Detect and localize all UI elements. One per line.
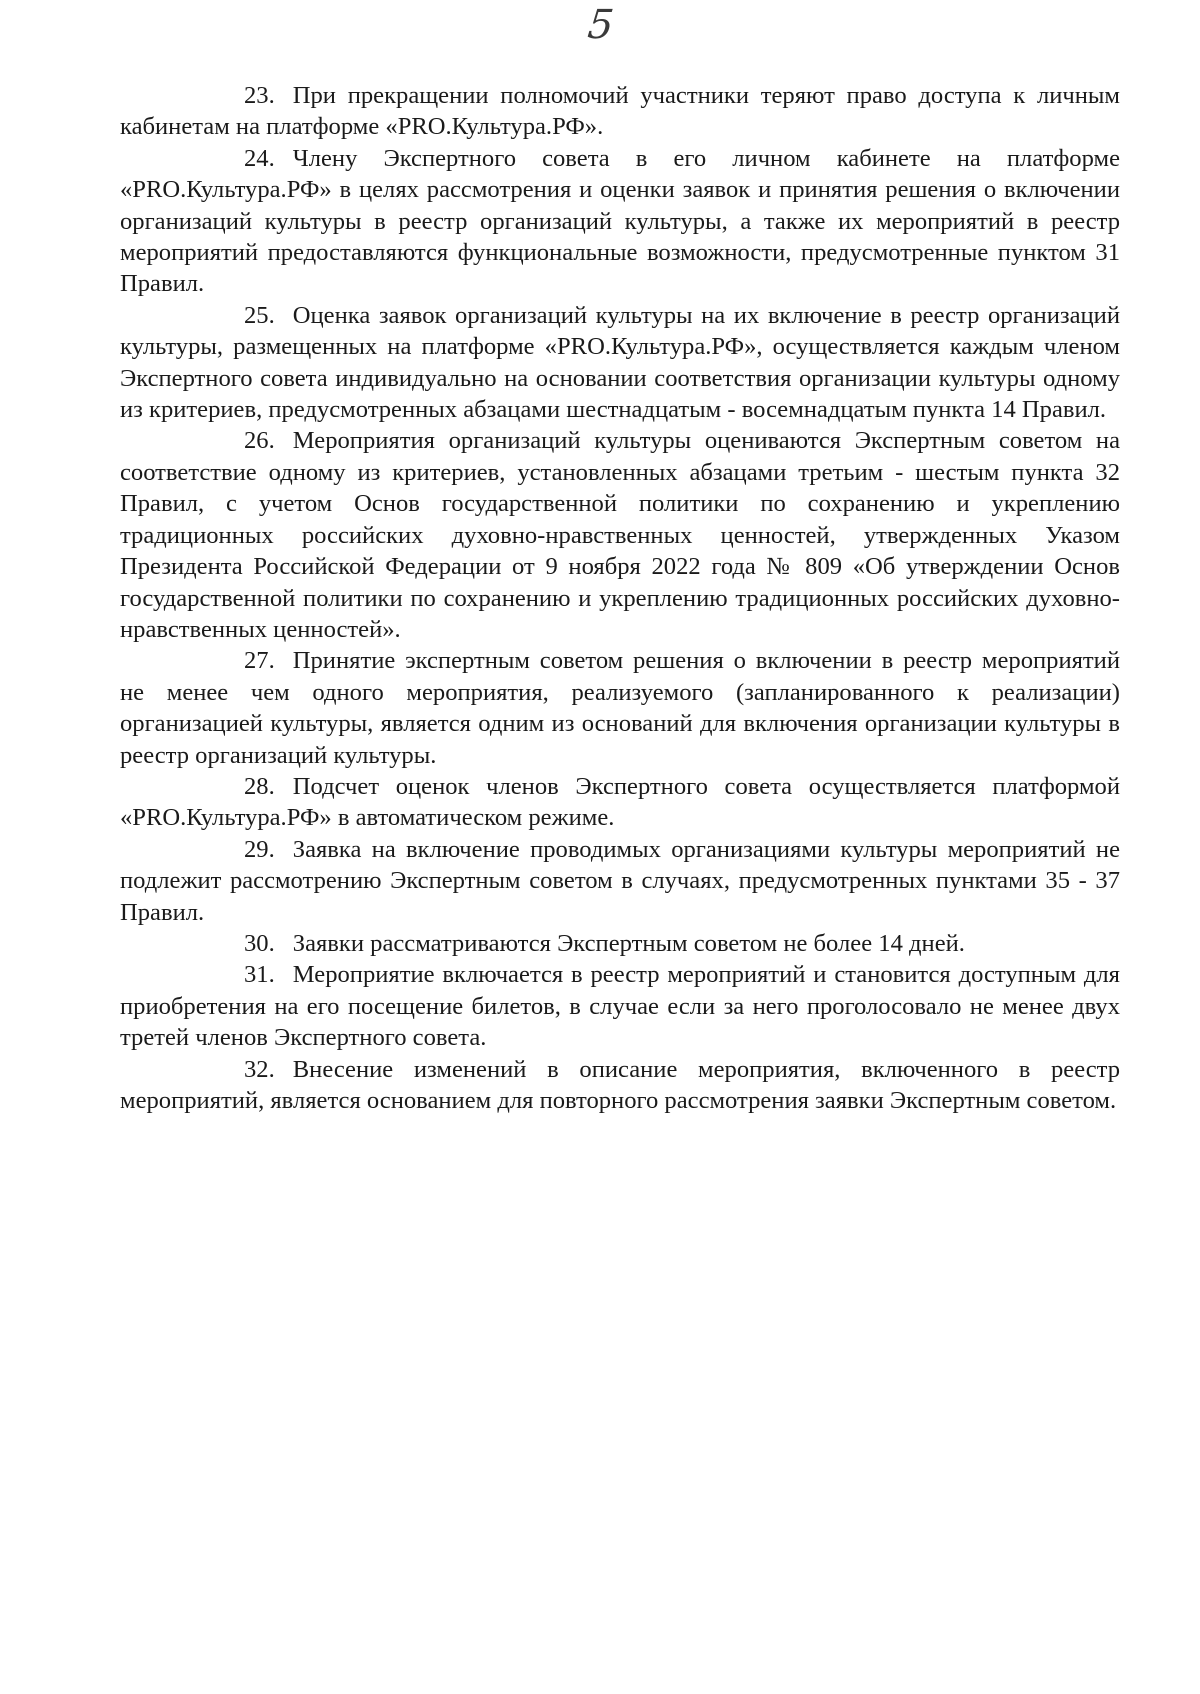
paragraph-text: Подсчет оценок членов Экспертного совета осуществляется платформой «PRO.Культура.РФ» в автоматическом режиме. xyxy=(120,772,1120,832)
paragraph-31 xyxy=(120,959,1120,1053)
document-body xyxy=(120,80,1120,1116)
paragraph-27 xyxy=(120,645,1120,771)
paragraph-24 xyxy=(120,143,1120,300)
paragraph-25 xyxy=(120,300,1120,426)
paragraph-23 xyxy=(120,80,1120,143)
paragraph-text: При прекращении полномочий участники теряют право доступа к личным кабинетам на платформе «PRO.Культура.РФ». xyxy=(120,82,1120,141)
paragraph-text: Мероприятие включается в реестр мероприятий и становится доступным для приобретения на его посещение билетов, в случае если за него проголосовало не менее двух третей членов Экспертного совета. xyxy=(120,961,1120,1052)
paragraph-26 xyxy=(120,425,1120,645)
paragraph-number: 31. xyxy=(244,961,275,989)
paragraph-text: Мероприятия организаций культуры оцениваются Экспертным советом на соответствие одному из критериев, установленных абзацами третьим - шестым пункта 32 Правил, с учетом Основ государственной политики по сохранению и укреплению традиционных российских духовно-нравственных ценностей, утвержденных Указом Президента Российской Федерации от 9 ноября 2022 года № 809 «Об утверждении Основ государственной политики по сохранению и укреплению традиционных российских духовно-нравственных ценностей». xyxy=(120,427,1120,643)
paragraph-28 xyxy=(120,771,1120,834)
paragraph-32 xyxy=(120,1054,1120,1117)
paragraph-number: 24. xyxy=(244,144,275,172)
paragraph-text: Члену Экспертного совета в его личном кабинете на платформе «PRO.Культура.РФ» в целях рассмотрения и оценки заявок и принятия решения о включении организаций культуры в реестр организаций культуры, а также их мероприятий в реестр мероприятий предоставляются функциональные возможности, предусмотренные пунктом 31 Правил. xyxy=(120,144,1120,298)
paragraph-text: Принятие экспертным советом решения о включении в реестр мероприятий не менее чем одного мероприятия, реализуемого (запланированного к реализации) организацией культуры, является одним из оснований для включения организации культуры в реестр организаций культуры. xyxy=(120,647,1120,769)
paragraph-text: Заявка на включение проводимых организациями культуры мероприятий не подлежит рассмотрению Экспертным советом в случаях, предусмотренных пунктами 35 - 37 Правил. xyxy=(120,835,1120,926)
paragraph-number: 27. xyxy=(244,647,275,675)
paragraph-number: 28. xyxy=(244,772,275,800)
paragraph-30 xyxy=(120,928,1120,959)
paragraph-number: 26. xyxy=(244,427,275,455)
paragraph-number: 32. xyxy=(244,1055,275,1083)
paragraph-29 xyxy=(120,834,1120,928)
page-number: 5 xyxy=(585,2,616,48)
paragraph-number: 23. xyxy=(244,82,275,109)
paragraph-text: Оценка заявок организаций культуры на их включение в реестр организаций культуры, размещенных на платформе «PRO.Культура.РФ», осуществляется каждым членом Экспертного совета индивидуально на основании соответствия организации культуры одному из критериев, предусмотренных абзацами шестнадцатым - восемнадцатым пункта 14 Правил. xyxy=(120,301,1120,424)
paragraph-text: Внесение изменений в описание мероприятия, включенного в реестр мероприятий, является основанием для повторного рассмотрения заявки Экспертным советом. xyxy=(120,1055,1120,1114)
paragraph-number: 29. xyxy=(244,835,275,863)
paragraph-text: Заявки рассматриваются Экспертным советом не более 14 дней. xyxy=(292,929,965,957)
paragraph-number: 30. xyxy=(244,929,275,957)
paragraph-number: 25. xyxy=(244,301,275,329)
